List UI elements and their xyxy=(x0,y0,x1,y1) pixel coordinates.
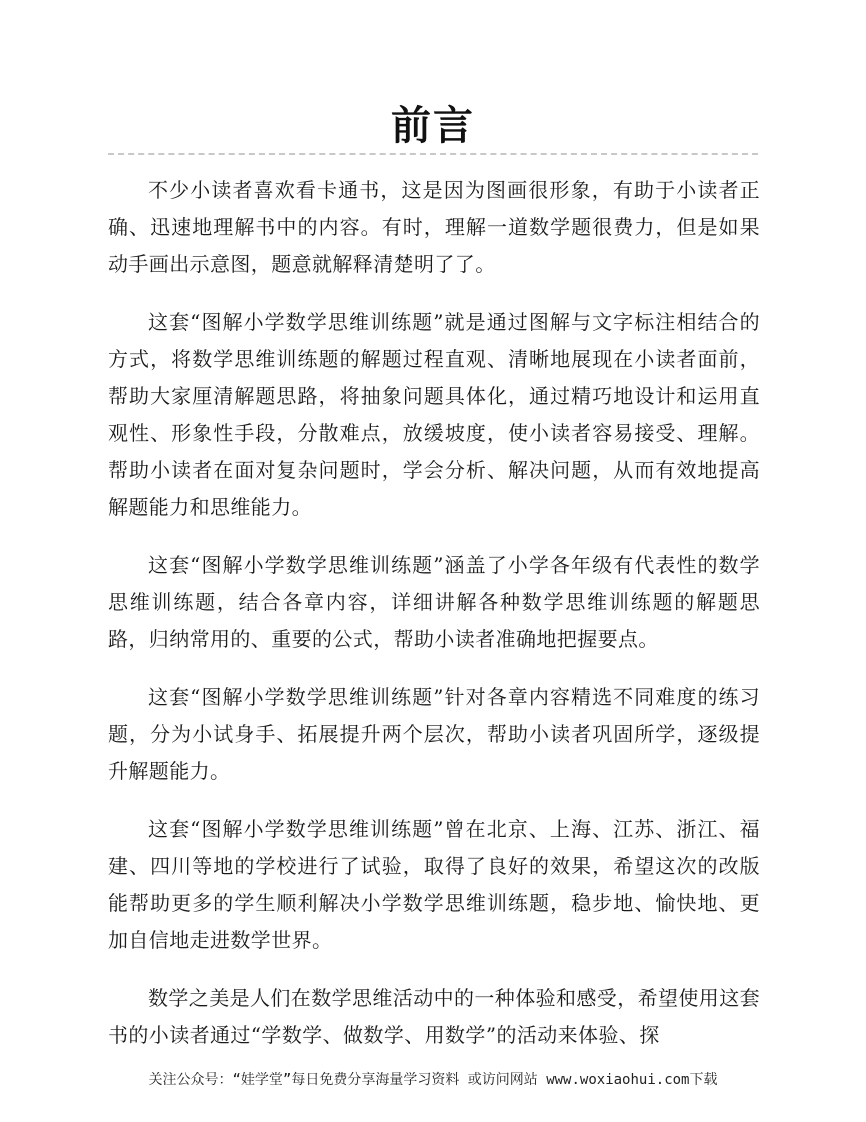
page-title: 前言 xyxy=(391,103,475,149)
paragraph-6: 数学之美是人们在数学思维活动中的一种体验和感受，希望使用这套书的小读者通过“学数学、做数学、用数学”的活动来体验、探 xyxy=(108,986,760,1047)
paragraph-5: 这套“图解小学数学思维训练题”曾在北京、上海、江苏、浙江、福建、四川等地的学校进行了试验，取得了良好的效果，希望这次的改版能帮助更多的学生顺利解决小学数学思维训练题，稳步地、愉快地、更加自信地走进数学世界。 xyxy=(108,817,760,952)
footer-note: 关注公众号：“娃学堂”每日免费分享海量学习资料 或访问网站 www.woxiaohui.com下载 xyxy=(148,1072,718,1088)
paragraph-1: 不少小读者喜欢看卡通书，这是因为图画很形象，有助于小读者正确、迅速地理解书中的内容。有时，理解一道数学题很费力，但是如果动手画出示意图，题意就解释清楚明了了。 xyxy=(108,178,760,276)
body-text xyxy=(108,172,760,1075)
paragraph-2: 这套“图解小学数学思维训练题”就是通过图解与文字标注相结合的方式，将数学思维训练题的解题过程直观、清晰地展现在小读者面前，帮助大家厘清解题思路，将抽象问题具体化，通过精巧地设计和运用直观性、形象性手段，分散难点，放缓坡度，使小读者容易接受、理解。帮助小读者在面对复杂问题时，学会分析、解决问题，从而有效地提高解题能力和思维能力。 xyxy=(108,310,760,519)
paragraph-4: 这套“图解小学数学思维训练题”针对各章内容精选不同难度的练习题，分为小试身手、拓展提升两个层次，帮助小读者巩固所学，逐级提升解题能力。 xyxy=(108,685,760,783)
title-divider xyxy=(108,153,758,155)
paragraph-3: 这套“图解小学数学思维训练题”涵盖了小学各年级有代表性的数学思维训练题，结合各章内容，详细讲解各种数学思维训练题的解题思路，归纳常用的、重要的公式，帮助小读者准确地把握要点。 xyxy=(108,553,760,651)
